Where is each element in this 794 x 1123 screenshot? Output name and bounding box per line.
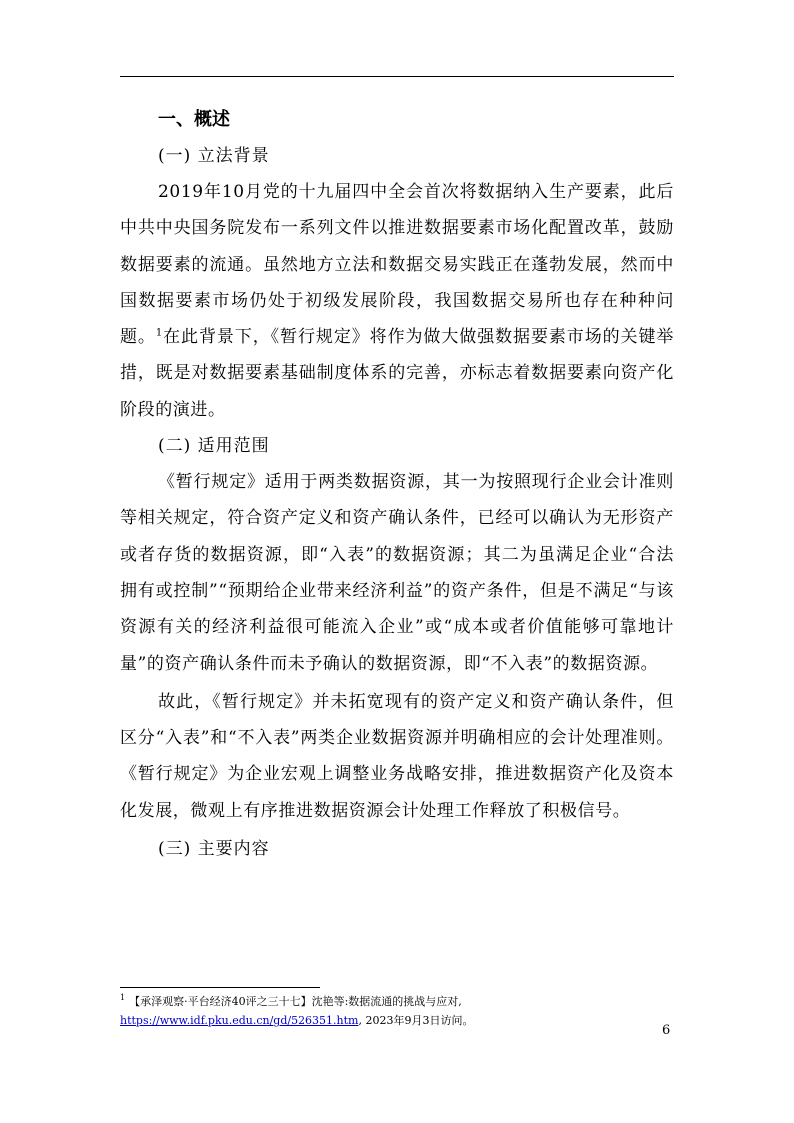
paragraph-background-part-b: 在此背景下，《暂行规定》将作为做大做强数据要素市场的关键举措，既是对数据要素基础制度体系的完善，亦标志着数据要素向资产化阶段的演进。	[120, 327, 674, 420]
footnote-reference[interactable]: 1	[155, 327, 163, 339]
paragraph-conclusion: 故此，《暂行规定》并未拓宽现有的资产定义和资产确认条件，但区分“入表”和“不入表”两类企业数据资源并明确相应的会计处理准则。《暂行规定》为企业宏观上调整业务战略安排，推进数据资产化及资本化发展，微观上有序推进数据资源会计处理工作释放了积极信号。	[120, 691, 674, 821]
subheading-legislative-background: (一) 立法背景	[158, 146, 270, 166]
section-heading-overview: 一、概述	[158, 109, 230, 130]
page-number: 6	[662, 1023, 671, 1038]
footnote-number: 1	[120, 993, 126, 1003]
footnote-suffix: , 2023年9月3日访问。	[358, 1014, 474, 1027]
footnote-link[interactable]: https://www.idf.pku.edu.cn/gd/526351.htm	[120, 1014, 359, 1027]
paragraph-background	[120, 174, 674, 428]
page-body	[120, 102, 674, 867]
subheading-main-content: (三) 主要内容	[158, 839, 270, 860]
footnote-separator	[120, 987, 320, 988]
paragraph-scope: 《暂行规定》适用于两类数据资源，其一为按照现行企业会计准则等相关规定，符合资产定义和资产确认条件，已经可以确认为无形资产或者存货的数据资源，即“入表”的数据资源；其二为虽满足企业“合法拥有或控制”“预期给企业带来经济利益”的资产条件，但是不满足“与该资源有关的经济利益很可能流入企业”或“成本或者价值能够可靠地计量”的资产确认条件而未予确认的数据资源，即“不入表”的数据资源。	[120, 472, 674, 674]
footnote-line-1	[120, 992, 680, 1011]
footnote	[120, 992, 680, 1030]
footnote-text: 【承泽观察·平台经济40评之三十七】沈艳等:数据流通的挑战与应对,	[129, 995, 462, 1008]
footnote-line-2	[120, 1011, 680, 1030]
paragraph-background-part-a: 2019年10月党的十九届四中全会首次将数据纳入生产要素，此后中共中央国务院发布一系列文件以推进数据要素市场化配置改革，鼓励数据要素的流通。虽然地方立法和数据交易实践正在蓬勃发展，然而中国数据要素市场仍处于初级发展阶段，我国数据交易所也存在种种问题。	[120, 182, 674, 348]
header-rule	[120, 76, 674, 77]
subheading-scope: (二) 适用范围	[158, 436, 270, 457]
